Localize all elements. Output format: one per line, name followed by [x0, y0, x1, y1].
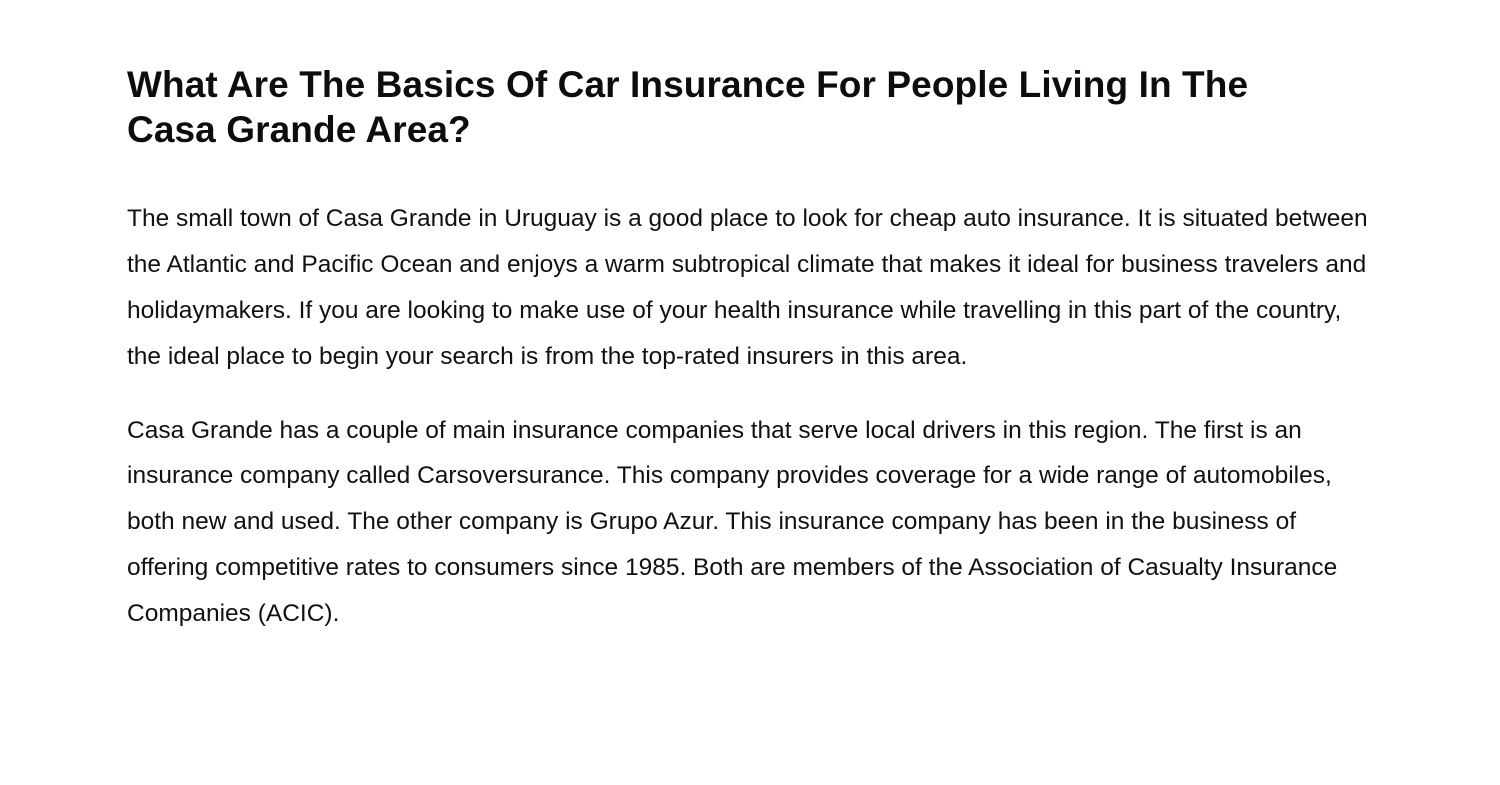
body-paragraph-1: The small town of Casa Grande in Uruguay is a good place to look for cheap auto insurance. It is situated between the Atlantic and Pacific Ocean and enjoys a warm subtropical climate that makes it ideal for business travelers and holidaymakers. If you are looking to make use of your health insurance while travelling in this part of the country, the ideal place to begin your search is from the top-rated insurers in this area.	[127, 205, 1368, 370]
page-title: What Are The Basics Of Car Insurance For People Living In The Casa Grande Area?	[127, 64, 1249, 151]
body-paragraph-2: Casa Grande has a couple of main insurance companies that serve local drivers in this region. The first is an insurance company called Carsoversurance. This company provides coverage for a wide range of automobiles, both new and used. The other company is Grupo Azur. This insurance company has been in the business of offering competitive rates to consumers since 1985. Both are members of the Association of Casualty Insurance Companies (ACIC).	[127, 416, 1338, 627]
